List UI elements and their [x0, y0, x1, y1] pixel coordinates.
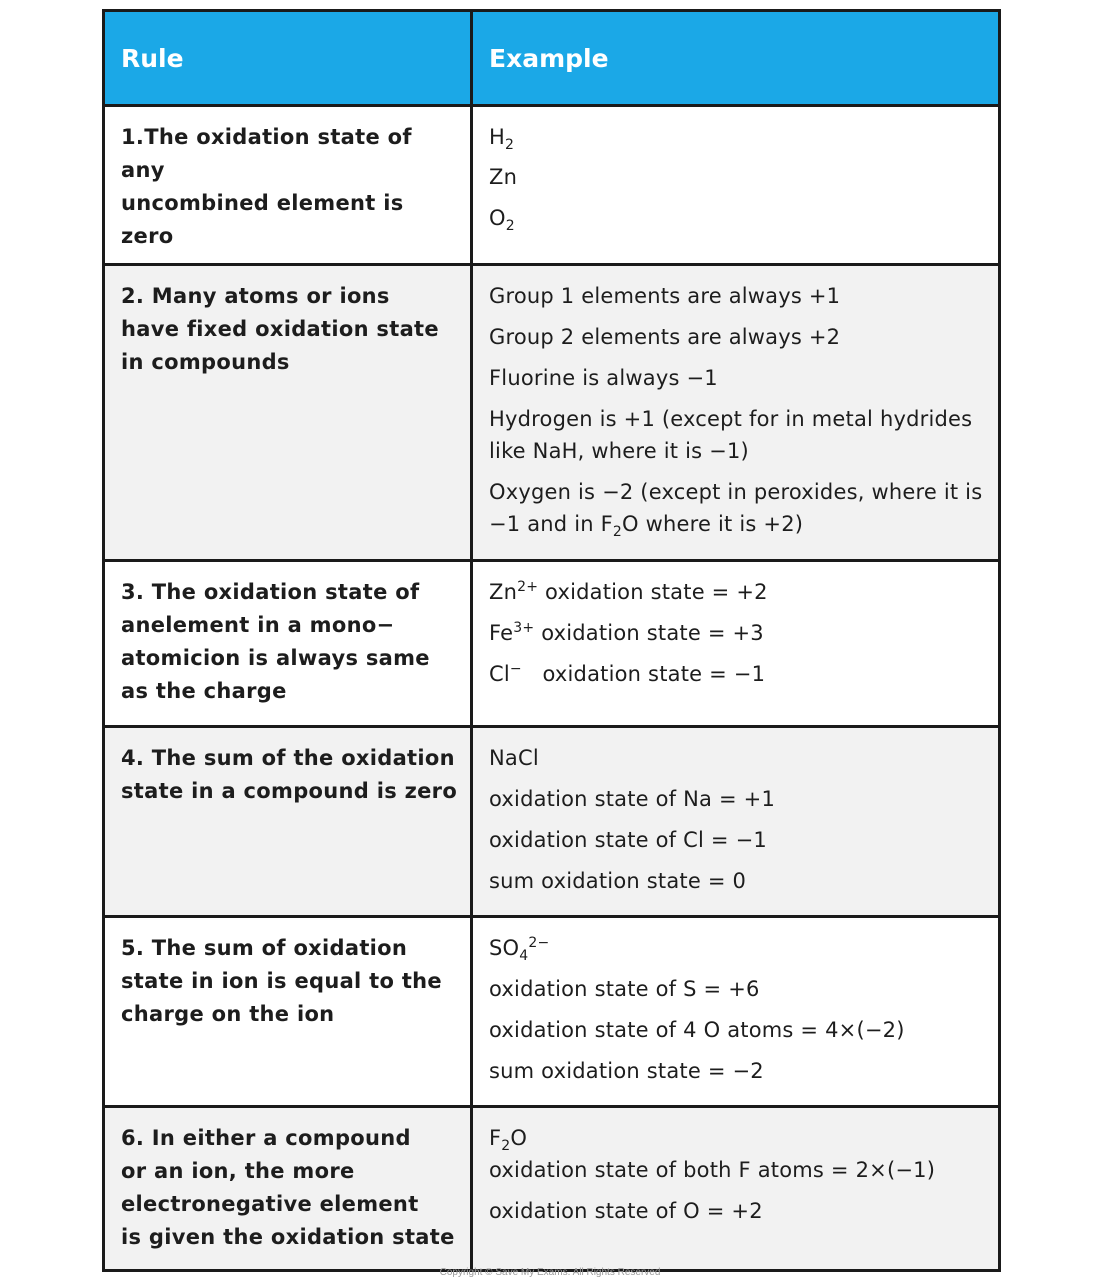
rule-text: 4. The sum of the oxidation state in a compound is zero — [121, 746, 458, 803]
column-header-rule: Rule — [104, 11, 472, 106]
example-line: oxidation state of both F atoms = 2×(−1) — [489, 1158, 936, 1182]
example-line: oxidation state of O = +2 — [489, 1199, 763, 1223]
rule-text: 1.The oxidation state of any uncombined element is zero — [121, 125, 412, 248]
example-line: oxidation state of Na = +1 — [489, 787, 776, 811]
example-ion: $Zn^{2+}$ oxidation state = +2 — [489, 579, 768, 604]
example-cell — [472, 561, 1000, 727]
column-header-example: Example — [472, 11, 1000, 106]
table-row — [104, 917, 1000, 1107]
example-line: sum oxidation state = −2 — [489, 1059, 764, 1083]
table-row — [104, 106, 1000, 265]
rule-cell — [104, 1107, 472, 1271]
example-formula: $H_2$ — [489, 125, 515, 154]
example-ion: $SO_4^{2-}$ — [489, 935, 550, 965]
example-cell — [472, 265, 1000, 561]
table-row — [104, 265, 1000, 561]
example-line: sum oxidation state = 0 — [489, 869, 747, 893]
example-formula: $F_2O$ — [489, 1126, 528, 1155]
rule-text: 5. The sum of oxidation state in ion is equal to the charge on the ion — [121, 936, 442, 1026]
example-line: Group 1 elements are always +1 — [489, 284, 841, 308]
example-line: oxidation state of Cl = −1 — [489, 828, 767, 852]
example-cell — [472, 917, 1000, 1107]
table-row — [104, 1107, 1000, 1271]
example-ion: $Fe^{3+}$ oxidation state = +3 — [489, 620, 764, 645]
rule-text: 3. The oxidation state of anelement in a mono− atomicion is always same as the charge — [121, 580, 430, 703]
example-line: Group 2 elements are always +2 — [489, 325, 841, 349]
example-formula: Zn — [489, 165, 518, 189]
rule-cell — [104, 917, 472, 1107]
example-ion: Cl− oxidation state = −1 — [489, 661, 766, 686]
example-cell — [472, 1107, 1000, 1271]
example-line: oxidation state of 4 O atoms = 4×(−2) — [489, 1018, 905, 1042]
oxidation-rules-table — [102, 9, 1001, 1272]
table-row — [104, 727, 1000, 917]
table-header-row — [104, 11, 1000, 106]
example-line: Oxygen is −2 (except in peroxides, where it is −1 and in $F_2O$ where it is +2) — [489, 480, 983, 541]
copyright-notice: Copyright © Save My Exams. All Rights Reserved — [439, 1267, 661, 1278]
example-line: Hydrogen is +1 (except for in metal hydrides like NaH, where it is −1) — [489, 407, 973, 463]
rule-cell — [104, 727, 472, 917]
rule-cell — [104, 561, 472, 727]
example-line: oxidation state of S = +6 — [489, 977, 760, 1001]
table-row — [104, 561, 1000, 727]
example-line: Fluorine is always −1 — [489, 366, 718, 390]
rule-text: 6. In either a compound or an ion, the more electronegative element is given the oxidation state — [121, 1126, 455, 1249]
rule-cell — [104, 265, 472, 561]
example-cell — [472, 727, 1000, 917]
rule-text: 2. Many atoms or ions have fixed oxidation state in compounds — [121, 284, 439, 374]
rule-cell — [104, 106, 472, 265]
example-formula: NaCl — [489, 746, 539, 770]
example-formula: $O_2$ — [489, 206, 515, 235]
example-cell — [472, 106, 1000, 265]
